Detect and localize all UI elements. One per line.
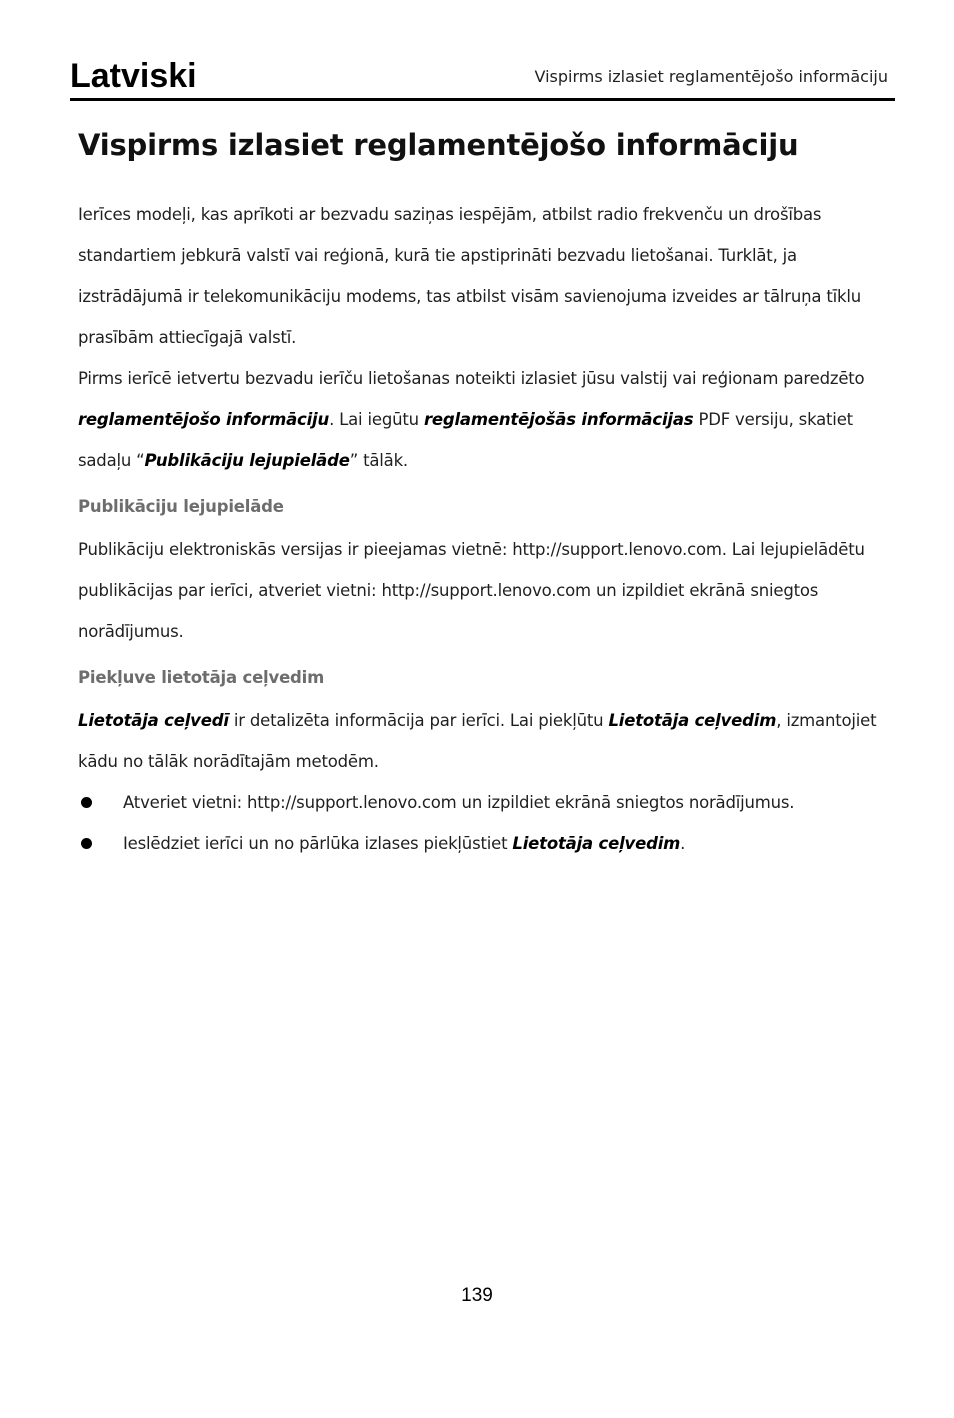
language-label: Latviski [70,57,197,95]
emphasis-section-ref: Publikāciju lejupielāde [144,451,350,470]
user-guide-paragraph [78,700,888,782]
intro-text: . Lai iegūtu [329,410,424,429]
section-heading-user-guide: Piekļuve lietotāja ceļvedim [78,668,325,687]
intro-paragraph-2 [78,358,888,481]
emphasis-regulatory-info: reglamentējošo informāciju [78,410,330,429]
user-guide-text: ir detalizēta informācija par ierīci. Lai piekļūtu [228,711,609,730]
emphasis-user-guide-3: Lietotāja ceļvedim [512,834,681,853]
list-item-text: Atveriet vietni: http://support.lenovo.com un izpildiet ekrānā sniegtos norādījumus. [123,793,795,812]
intro-text: ” tālāk. [349,451,408,470]
bullet-icon [81,797,92,808]
intro-text: Pirms ierīcē ietvertu bezvadu ierīču lietošanas noteikti izlasiet jūsu valstij vai reģionam paredzēto [78,369,865,388]
page-header [70,52,895,101]
emphasis-user-guide: Lietotāja ceļvedī [78,711,229,730]
page-number: 139 [461,1285,493,1306]
running-title: Vispirms izlasiet reglamentējošo informāciju [534,67,888,86]
method-list [78,782,888,864]
page-content [78,118,888,864]
intro-text: PDF versiju, skatiet sadaļu “ [78,410,853,470]
list-item-text: . [680,834,686,853]
bullet-icon [81,838,92,849]
download-paragraph: Publikāciju elektroniskās versijas ir pieejamas vietnē: http://support.lenovo.com. Lai lejupielādētu publikācijas par ierīci, atveriet vietni: http://support.lenovo.com un izpildiet ekrānā sniegtos norādījumus. [78,540,865,641]
list-item-text: Ieslēdziet ierīci un no pārlūka izlases piekļūstiet [123,834,513,853]
list-item [78,823,888,864]
intro-paragraph: Ierīces modeļi, kas aprīkoti ar bezvadu saziņas iespējām, atbilst radio frekvenču un drošības standartiem jebkurā valstī vai reģionā, kurā tie apstiprināti bezvadu lietošanai. Turklāt, ja izstrādājumā ir telekomunikāciju modems, tas atbilst visām savienojuma izveides ar tālruņa tīklu prasībām attiecīgajā valstī. [78,205,862,347]
page-title: Vispirms izlasiet reglamentējošo informāciju [78,128,799,162]
section-heading-download: Publikāciju lejupielāde [78,497,284,516]
emphasis-user-guide-2: Lietotāja ceļvedim [608,711,777,730]
emphasis-regulatory-info-pdf: reglamentējošās informācijas [423,410,694,429]
user-guide-text: , izmantojiet kādu no tālāk norādītajām metodēm. [78,711,877,771]
list-item [78,782,888,823]
